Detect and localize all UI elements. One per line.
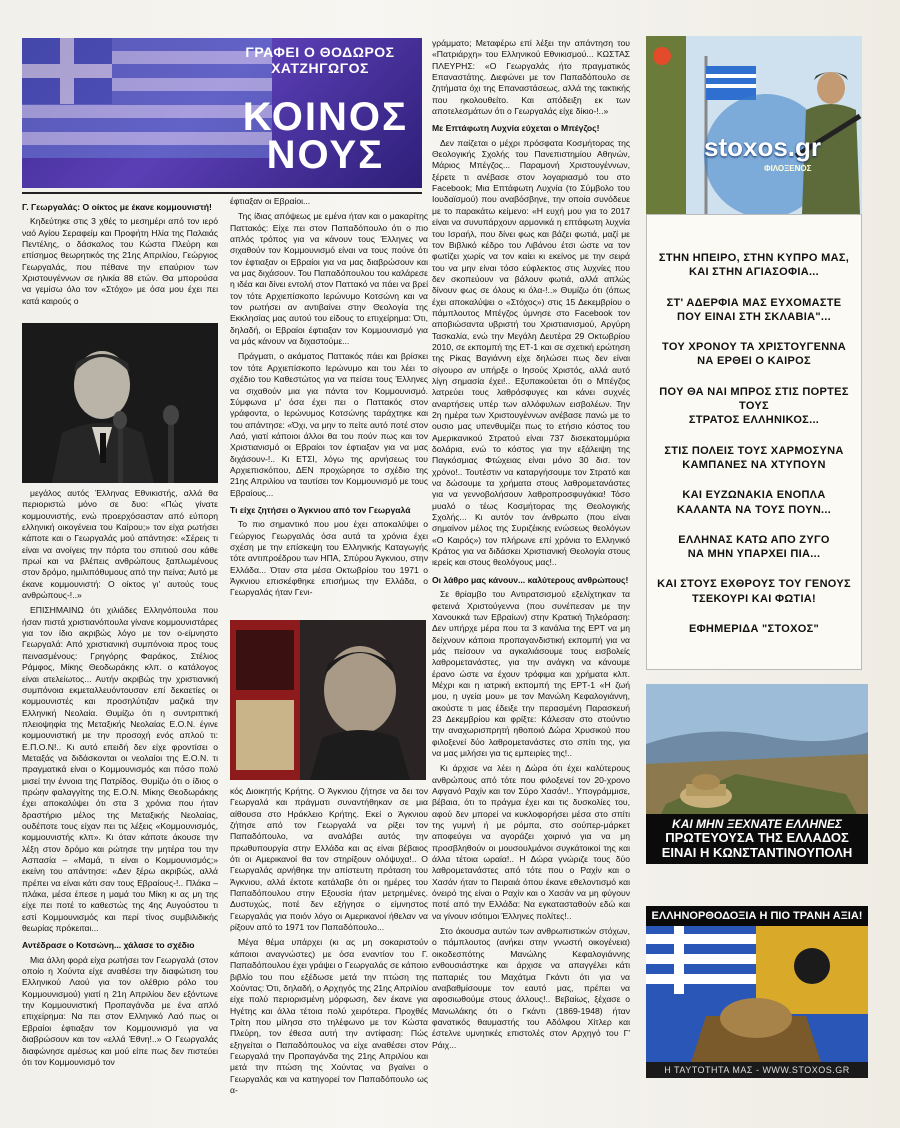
article-subheading: Οι λάθρο μας κάνουν... καλύτερους ανθρώπους!: [432, 574, 629, 585]
orthodoxy-banner: [646, 906, 868, 1078]
poem-gap: [647, 517, 861, 533]
paragraph: μεγάλος αυτός Έλληνας Εθνικιστής, αλλά θα περιοριστώ μόνο σε δυο: «Πώς γίνατε κομμουνιστής, ενώ προερχόσασταν από εύπορη ελληνική οικογένεια του Καίρου;» τον είχα ρωτήσει κάποτε και ο Γεωργαλάς μού απάντησε: «Σέρεις τι είναι να ανοίγεις την πόρτα του σπιτιού σου κάθε πρωί και να βλέπεις ανθρώπους ξαπλωμένους στον δρόμο, ημιλιπόθυμους από την πείνα; Αυτό με έκανε κομμουνιστή: Ο οίκτος γι' αυτούς τους ανθρώπους-!..»: [22, 488, 218, 601]
poem-line: ΚΑΙ ΕΥΖΩΝΑΚΙΑ ΕΝΟΠΛΑ: [682, 489, 826, 502]
poem-line: ΕΦΗΜΕΡΙΔΑ "ΣΤΟΧΟΣ": [688, 623, 820, 636]
column-header-banner: [22, 38, 422, 188]
paragraph: γράμματο; Μεταφέρω επί λέξει την απάντηση του «Πατριάρχη» του Ελληνικού Εθνικισμού... ΚΩΣΤΑΣ ΠΛΕΥΡΗΣ: «Ο Γεωργαλάς ήτο πραγματικός Επαναστάτης. Διεφώνει με τον Παπαδόπουλο σε ζητήματα όχι της Επαναστάσεως, αλλά της τακτικής που ηκολουθείτο. Και απόδειξη εκ των αποτελεσμάτων ότι ο Γεωργαλάς είχε δίκιο-!..»: [432, 38, 630, 117]
identity-website-caption: Η ΤΑΥΤΟΤΗΤΑ ΜΑΣ - WWW.STOXOS.GR: [646, 1062, 868, 1078]
paragraph: Πράγματι, ο ακάματος Παττακός πάει και βρίσκει τον τότε Αρχιεπίσκοπο Ιερώνυμο και του λέει το σχέδιο του Καθεστώτος για να πείσει τους Έλληνες να σιχαθούν μια για πάντα τον Κομμουνισμό. Σύμφωνα μ' όσα έχει πει ο Παττακός στον γράφοντα, ο Ιερώνυμος Κοτσώνης ταράχτηκε και του απάντησε: «Όχι, να μην το πείτε αυτό ποτέ στον Λαό, γιατί κάποιοι άλλοι θα του πούν πως και τον Χριστιανισμό οι Εβραίοι τον έφτιαξαν για να μας διχάσουν-!.. Κι ΕΤΣΙ, λόγω της αρνήσεως του Αρχιεπισκόπου, ΔΕΝ προχώρησε το σχέδιο της 21ης Απριλίου να ταυτίσει τον Κομμουνισμό με τους Εβραίους...: [230, 351, 428, 498]
header-rule: [22, 192, 422, 194]
paragraph: Κι άρχισε να λέει η Δώρα ότι έχει καλύτερους ανθρώπους από τότε που φιλοξενεί τον 20-χρονο Αφγανό Ραχίν και τον Σύρο Χασάν!.. Υπογράμμισε, βέβαια, ότι το πράγμα έχει και τις δυσκολίες του, αφού δεν μπορεί να κυκλοφορήσει μέσα στο σπίτι της γυμνή ή με ρόμπα, στο σούπερ-μάρκετ αποφεύγει να αγοράζει χοιρινό για να μη προσβληθούν οι μουσουλμάνοι συγκάτοικοί της και άλλα τέτοια ωραία!.. Η Δώρα γνώριζε τους δύο λαθρομετανάστες από τότε που ο Ραχίν και ο Χασάν ήταν το Πειραιά όπου έκανε εθελοντισμό και όνειρό της είναι ο Ραχίν και ο Χασάν να μη φύγουν ποτέ από την Ελλάδα: Να εγκατασταθούν εδώ και να γίνουν ισότιμοι Έλληνες πολίτες!..: [432, 763, 630, 921]
paragraph: Σε θρίαμβο του Αντιρατσισμού εξελίχτηκαν τα φετεινά Χριστούγεννα (που συνέπεσαν με την Χανουκκά των Εβραίων) στην Κρατική Τηλεόραση: Δεν υπήρχε μέρα που τα 3 κανάλια της ΕΡΤ να μη δείχνουν κάποια προπαγανδιστική εκπομπή για να μάς πείσουν να αγκαλιάσουμε τους εισβολείς λαθρομετανάστες, για την ανάγκη να κάνουμε έρανο ώστε να έχουν τρόφιμα και χρήματα κλπ. Μέχρι και η ιατρική εκπομπή της ΕΡΤ-1 «Η ζωή μου, η υγεία μου» με τον Μανώλη Κεφαλογιάννη, ακούστε τι μας έδειξε την περασμένη Παρασκευή 23 Δεκεμβρίου και φρίξτε: Κάλεσαν στο στούντιο την αναχωρισπρητή ηθοποιό Δώρα Χρυσικού που φιλοξενεί δύο λαθρομετανάστες στο σπίτι της, για να μας μιλήσει για τις εμπειρίες της!..: [432, 589, 630, 758]
poem-line: ΤΟΥ ΧΡΟΝΟΥ ΤΑ ΧΡΙΣΤΟΥΓΕΝΝΑ: [662, 341, 846, 354]
poem-line: ΤΣΕΚΟΥΡΙ ΚΑΙ ΦΩΤΙΑ!: [691, 592, 817, 605]
poem-line: ΚΑΙ ΣΤΟΥΣ ΕΧΘΡΟΥΣ ΤΟΥ ΓΕΝΟΥΣ: [657, 578, 851, 591]
caption-line3: ΕΙΝΑΙ Η ΚΩΝΣΤΑΝΤΙΝΟΥΠΟΛΗ: [661, 844, 853, 860]
poem-line: ΣΤ' ΑΔΕΡΦΙΑ ΜΑΣ ΕΥΧΟΜΑΣΤΕ: [666, 296, 842, 309]
poem-lines: [647, 215, 861, 636]
flags-church-illustration: [646, 906, 868, 1078]
orthodoxy-caption: ΕΛΛΗΝΟΡΘΟΔΟΞΙΑ Η ΠΙΟ ΤΡΑΝΗ ΑΞΙΑ!: [646, 906, 868, 926]
poem-gap: [647, 472, 861, 488]
poem-line: ΤΟΥΣ: [739, 400, 769, 413]
poem-line: ΚΑΙ ΣΤΗΝ ΑΓΙΑΣΟΦΙΑ...: [688, 266, 820, 279]
paragraph: Το πιο σημαντικό που μου έχει αποκαλύψει ο Γεώργιος Γεωργαλάς όσα αυτά τα χρόνια έχει σχέση με την επίσκεψη του Ελληνικής Καταγωγής τότε αντιπροέδρου των ΗΠΑ, Σπύρου Άγκνιου, στην Ελλάδα... Όταν στα μέσα Οκτωβρίου του 1971 ο Άγκνιου επισκέφθηκε επισήμως την Ελλάδα, ο Γεωργαλάς ήταν Γενι-: [230, 519, 428, 598]
paragraph: Δεν παίζεται ο μέχρι πρόσφατα Κοσμήτορας της Θεολογικής Σχολής του Πανεπιστημίου Αθηνών, Μάριος Μπέγζος... Παραμονή Χριστουγέννων, ξέρετε τι ανέβασε στον λογαριασμό του στο Facebook; Μια Επτάφωτη Λυχνία (το Σύμβολο του Ιουδαϊσμού) που αναβόσβηνε, την οποία συνόδευε με το παρακάτω κείμενο: «Η ευχή μου για το 2017 είναι να συνυπάρχουν αρμονικά η επτάφωτη λυχνία του Ισραήλ, που δίνει φως και βάζει φωτιά, μαζί με τον Βιβλικό κέδρο του Λιβάνου έτσι ώστε να τον φωτίζει χωρίς να τον καίει κι εκείνος με την σειρά του να μην είναι τόσο εύφλεκτος στις λυχνίες που δεν σκοπεύουν να βάλουν φωτιά, αλλά απλώς δίνουν φως σε όλους κι όλα-!..» Θυμίζω ότι (όπως έχει αποκαλύψει ο «Στόχος») στις 15 Δεκεμβρίου ο πάμπλουτος Μπέγζος ύμνησε στο Facebook τον αποβιώσαντα υβριστή του Χριστιανισμού, Αργύρη Τασκαλία, ενώ την Μεγάλη Δευτέρα 29 Οκτωβρίου 2010, σε εκπομπή της ΕΤ-1 και σε σχετική ερώτηση της Ρίκας Βαγιάννη είχε δηλώσει πως δεν είναι σίγουρο αν υπήρξε ο Ιησούς Χριστός, αλλά αυτό λίγη σημασία έχει!.. Εξυπακούεται ότι ο Μπέγζος λατρεύει τους λαθρόσφυγες και κάνει συχνές αναρτήσεις υπέρ των αλλόφυλων εισβολέων. Την 2η ημέρα των Χριστουγέννων ανέβασε πανώ με το ουσιο μας υπενθυμίζει πως το ετήσιο κόστος του Αμερικανικού Στρατού είναι 737 δισεκατομμύρια δολάρια, ενώ το κόστος για την εξάλειψη της Παγκόσμιας Φτώχειας είναι μόνο 30 δισ. τον χρόνο!.. Τουτέστιν να καταργήσουμε τον Στρατό και να δώσουμε τα χρήματα στους λαθρομετανάστες για να γεννοβολήσουν λαθροπροσφυγάκια! Τόσο μυαλό ο τέως Κοσμήτορας της Θεολογικής Σχολής... Κι αυτόν τον άνθρωπο (που είναι σημαίνον μέλος της Συριζέικης ενώσεως θεολόγων «Ο Καιρός») τον πλήρωνε επί χρόνια το Ελληνικό Κράτος για να διδάσκει Χριστιανική Θεολογία στους ιερείς και στους θεολόγους μας!..: [432, 137, 630, 568]
article-subheading: Με Επτάφωτη Λυχνία εύχεται ο Μπέγζος!: [432, 123, 600, 134]
poem-gap: [647, 280, 861, 296]
poem-line: ΠΟΥ ΕΙΝΑΙ ΣΤΗ ΣΚΛΑΒΙΑ"...: [677, 310, 831, 323]
column-title-line2: ΝΟΥΣ: [266, 133, 385, 177]
stoxos-soldier-banner: [646, 36, 862, 214]
poem-line: ΕΛΛΗΝΑΣ ΚΑΤΩ ΑΠΟ ΖΥΓΟ: [678, 533, 830, 546]
poem-line: ΝΑ ΜΗΝ ΥΠΑΡΧΕΙ ΠΙΑ...: [687, 548, 821, 561]
poem-gap: [647, 369, 861, 385]
article-column-3: [432, 38, 630, 1120]
paragraph: κός Διοικητής Κρήτης. Ο Άγκνιου ζήτησε να δει τον Γεωργαλά και πράγματι συναντήθηκαν σε μια αίθουσα στο Ηράκλειο Κρήτης. Εκεί ο Άγκνιου ζήτησε από τον Γεωργαλά να ρίξει τον Παπαδόπουλο, να αναλάβει αυτός την πρωθυπουργία στην Ελλάδα και ας είναι βέβαιος ότι οι Αμερικανοί θα τον στηρίξουν ολόψυχα!.. Ο Γεωργαλάς αρνήθηκε την απίστευτη πρόταση του Άγκνιου, αλλά έκτοτε κατάλαβε ότι οι ημέρες του Παπαδόπουλου στην Εξουσία ήταν μετρημένες. Δυστυχώς, ποτέ δεν εξήγησε ο είμνηστος Γεωργαλάς για ποιόν λόγο οι Αμερικανοί ήθελαν να ρίξουν από το 1971 τον Παπαδόπουλο...: [230, 786, 428, 933]
poem-line: ΚΑΛΑΝΤΑ ΝΑ ΤΟΥΣ ΠΟΥΝ...: [676, 503, 832, 516]
book-cover-illustration: [230, 620, 426, 780]
column-author: ΓΡΑΦΕΙ Ο ΘΟΔΩΡΟΣ ΧΑΤΖΗΓΩΓΟΣ: [245, 44, 395, 77]
poem-line: ΣΤΗΝ ΗΠΕΙΡΟ, ΣΤΗΝ ΚΥΠΡΟ ΜΑΣ,: [658, 252, 850, 264]
paragraph: Μια άλλη φορά είχα ρωτήσει τον Γεωργαλά (στον οποίο η Χούντα είχε αναθέσει την διαφώτιση του Ελληνικού Λαού για τον ολέθριο ρόλο του Κομμουνισμού) γιατί η 21η Απριλίου δεν εξόντωνε την Κομμουνιστική Προπαγάνδα με ένα απλό επιχείρημα: Να πει στον Ελληνικό Λαό πως οι Εβραίοι έφτιαξαν τον Κομμουνισμό για να διαβρώσουν και τον «ελλά Έθνη!..» Ο Γεωργαλάς διαφώνησε αμέσως και μού είπε πως δεν πιστεύει ότι τον Κομμουνισμό τον: [22, 954, 218, 1067]
paragraph: έφτιαξαν οι Εβραίοι...: [230, 196, 311, 206]
article-column-2-continued: [230, 786, 428, 1121]
caption-line2: ΠΡΩΤΕΥΟΥΣΑ ΤΗΣ ΕΛΛΑΔΟΣ: [665, 830, 849, 846]
portrait-illustration: [22, 323, 218, 483]
christmas-greeting-poem: [646, 214, 862, 670]
column-title-line1: ΚΟΙΝΟΣ: [242, 95, 408, 139]
constantinople-banner: [646, 684, 868, 864]
article-subheading: Αντέδρασε ο Κοτσώνη... χάλασε το σχέδιο: [22, 940, 195, 951]
stoxos-logo-subtitle: ΦΙΛΟΞΕΝΟΣ: [764, 164, 812, 173]
portrait-photo-georgalas: [22, 323, 218, 483]
paragraph: Στο άκουσμα αυτών των ανθρωπιστικών στόχων, ο πάμπλουτος (ανήκει στην γνωστή οικογένεια) οικοδεσπότης Μανώλης Κεφαλογιάννης ενθουσιάστηκε και άρχισε να απαγγέλει κάτι παπαριές του Μαχάτμα Γκάντι ότι για να αναβαθμίσουμε τον εαυτό μας, πρέπει να αφοσιωθούμε στους άλλους!.. Βεβαίως, ξέχασε ο Μανωλάκης ότι ο Γκάντι (1869-1948) ήταν φανατικός θαυμαστής του Αδόλφου Χίτλερ και έστελνε υμνητικές επιστολές στον Αρχηγό του Γ' Ράιχ...: [432, 926, 630, 1050]
paragraph: Της ίδιας απόψεως με εμένα ήταν και ο μακαρίτης Παττακός: Είχε πει στον Παπαδόπουλο ότι ο πιο απλός τρόπος για να κάνουν τους Έλληνες να σιχαθούν τον Κομμουνισμό είναι να τους πούνε ότι τον έφτιαξαν οι Εβραίοι για να μας διαβρώσουν και να μας διχάσουν. Του Παπαδόπουλου του καλάρεσε η ιδέα και δίνει εντολή στον Παττακό να πάει να βρεί τον τότε Αρχιεπίσκοπο Ιερώνυμο Κοτσώνη και να τον ρωτήσει αν αντιβαίνει στην Θεολογία της Εκκλησίας μας αυτού του είδους το επιχείρημα: Ότι, δηλαδή, οι Εβραίοι έφτιαξαν τον Κομμουνισμό για να μάς κάνουν να διχαστούμε...: [230, 211, 428, 347]
article-column-1-continued: [22, 488, 218, 1118]
article-column-2: [230, 196, 428, 611]
poem-gap: [647, 324, 861, 340]
poem-gap: [647, 561, 861, 577]
poem-line: ΣΤΙΣ ΠΟΛΕΙΣ ΤΟΥΣ ΧΑΡΜΟΣΥΝΑ: [664, 444, 844, 457]
constantinople-caption: [646, 814, 868, 864]
paragraph: Κηδεύτηκε στις 3 χθές το μεσημέρι από τον ιερό ναό Αγίου Σεραφείμ και Προφήτη Ηλία της Παλαιάς Πεντέλης, ο δάσκαλος του Κώστα Πλεύρη και επίσημος θεωρητικός της 21ης Απριλίου, Γεώργιος Γεωργαλάς, που πέθανε την επαύριον των Χριστουγέννων σε ηλικία 88 ετών. Θα μπορούσα να γεμίσω όλο τον «Στόχο» με όσα μου έχει πει κατά καιρούς ο: [22, 216, 218, 306]
poem-line: ΚΑΜΠΑΝΕΣ ΝΑ ΧΤΥΠΟΥΝ: [682, 458, 826, 471]
poem-line: ΣΤΡΑΤΟΣ ΕΛΛΗΝΙΚΟΣ...: [688, 414, 820, 427]
paragraph: ΕΠΙΣΗΜΑΙΝΩ ότι χιλιάδες Ελληνόπουλα που ήσαν πιστά χριστιανόπουλα γίνανε κομμουνιστάρες για τον ίδιο ακριβώς λόγο με τον ο-είμνηστο Γεωργαλά: Από χριστιανική συμπόνοια προς τους πεινασμένους: Γρηγόρης Φαράκος, Στέλιος Ράμφος, Μίκης Θεοδωράκης κλπ. ο κατάλογος είναι ατελείωτος... Αυτήν ακριβώς την χριστιανική συμπόνοια εκμεταλλευόντουσαν επί δεκαετίες οι κομμουνιστές και προσηλύτιζαν μαζικά την Ελληνική Νεολαία. Θυμίζω ότι η συντριπτική πλειοψηφία της Μεταξικής Νεολαίας Ε.Ο.Ν. έγινε κομμουνιστική με την προσοχή ενός απλού τι: Ε.Π.Ο.Ν!.. Κι αυτό επειδή δεν είχε φροντίσει ο Μεταξάς να διδάσκονται οι νεολαίοι της Ε.Ο.Ν. τι πραγματικά είναι ο Κομμουνισμός και πόσο πολύ μισεί την έννοια της Πατρίδος. Θυμίζω ότι ο ίδιος ο πρώην φαλαγγίτης της Ε.Ο.Ν. Μίκης Θεοδωράκης έχει αποκαλύψει ότι στα 3 χρόνια που ήταν δραστήριο μέλος της Μεταξικής Νεολαίας, ουδέποτε τους είχαν πει τις λέξεις «Κομμουνισμός, κομμουνιστής κλπ». Κι όταν κάποτε άκουσε την λέξη στον δρόμο και ρώτησε την μητέρα του την Ασπασία – «Μαμά, τι είναι ο Κομμουνισμός;» εκείνη του απάντησε: «Δεν ξέρω ακριβώς, αλλά πρέπει να είναι κάτι σαν τους Εβραίους-!.. Πλάκα – πλάκα, μέσα έπεσε η μαμά του Μίκη κι ας μη της είχε πει ποτέ το καθεστώς της 4ης Αυγούστου τι εστί Κομμουνισμός και περί τίνος συμβιλιδικής θεωρίας πρόκειται...: [22, 605, 218, 934]
poem-line: ΝΑ ΕΡΘΕΙ Ο ΚΑΙΡΟΣ: [697, 355, 811, 368]
article-subheading: Τι είχε ζητήσει ο Άγκνιου από τον Γεωργαλά: [230, 504, 411, 515]
column-title: [242, 95, 408, 177]
soldier-flag-illustration: [646, 36, 862, 214]
article-heading: Γ. Γεωργαλάς: Ο οίκτος με έκανε κομμουνιστή!: [22, 202, 212, 212]
paragraph: Μέγα θέμα υπάρχει (κι ας μη σοκαριστούν κάποιοι αναγνώστες) με όσα εναντίον του Γ. Παπαδόπουλου έχει γράψει ο Γεωργαλάς σε κάποιο βιβλίο του που εξέδωσε μετά την πτώση της Χούντας: Ότι, δηλαδή, ο Αρχηγός της 21ης Απριλίου είχε πολύ περιορισμένη μόρφωση, δεν έκανε για Ηγέτης και άλλα τέτοια πολύ χειρότερα. Προχθές Τρίτη που μίλησα στο τηλέφωνο με τον Κώστα Πλεύρη, τον έθεσα αυτή την αντίφαση: Πώς εξηγείται ο Παπαδόπουλος να είχε αναθέσει στον Γεωργαλά την Προπαγάνδα της 21ης Απριλίου και μετά την πτώση της Χούντας να βγαίνει ο Γεωργαλάς και να κατηγορεί τον Παπαδόπουλο ως α-: [230, 937, 428, 1095]
poem-line: ΠΟΥ ΘΑ ΝΑΙ ΜΠΡΟΣ ΣΤΙΣ ΠΟΡΤΕΣ: [659, 385, 849, 398]
book-cover-photo: [230, 620, 426, 780]
caption-line1: ΚΑΙ ΜΗΝ ΞΕΧΝΑΤΕ ΕΛΛΗΝΕΣ: [672, 817, 842, 832]
poem-gap: [647, 428, 861, 444]
poem-gap: [647, 606, 861, 622]
stoxos-logo-text: stoxos.gr: [704, 132, 822, 162]
article-column-1: [22, 196, 218, 321]
